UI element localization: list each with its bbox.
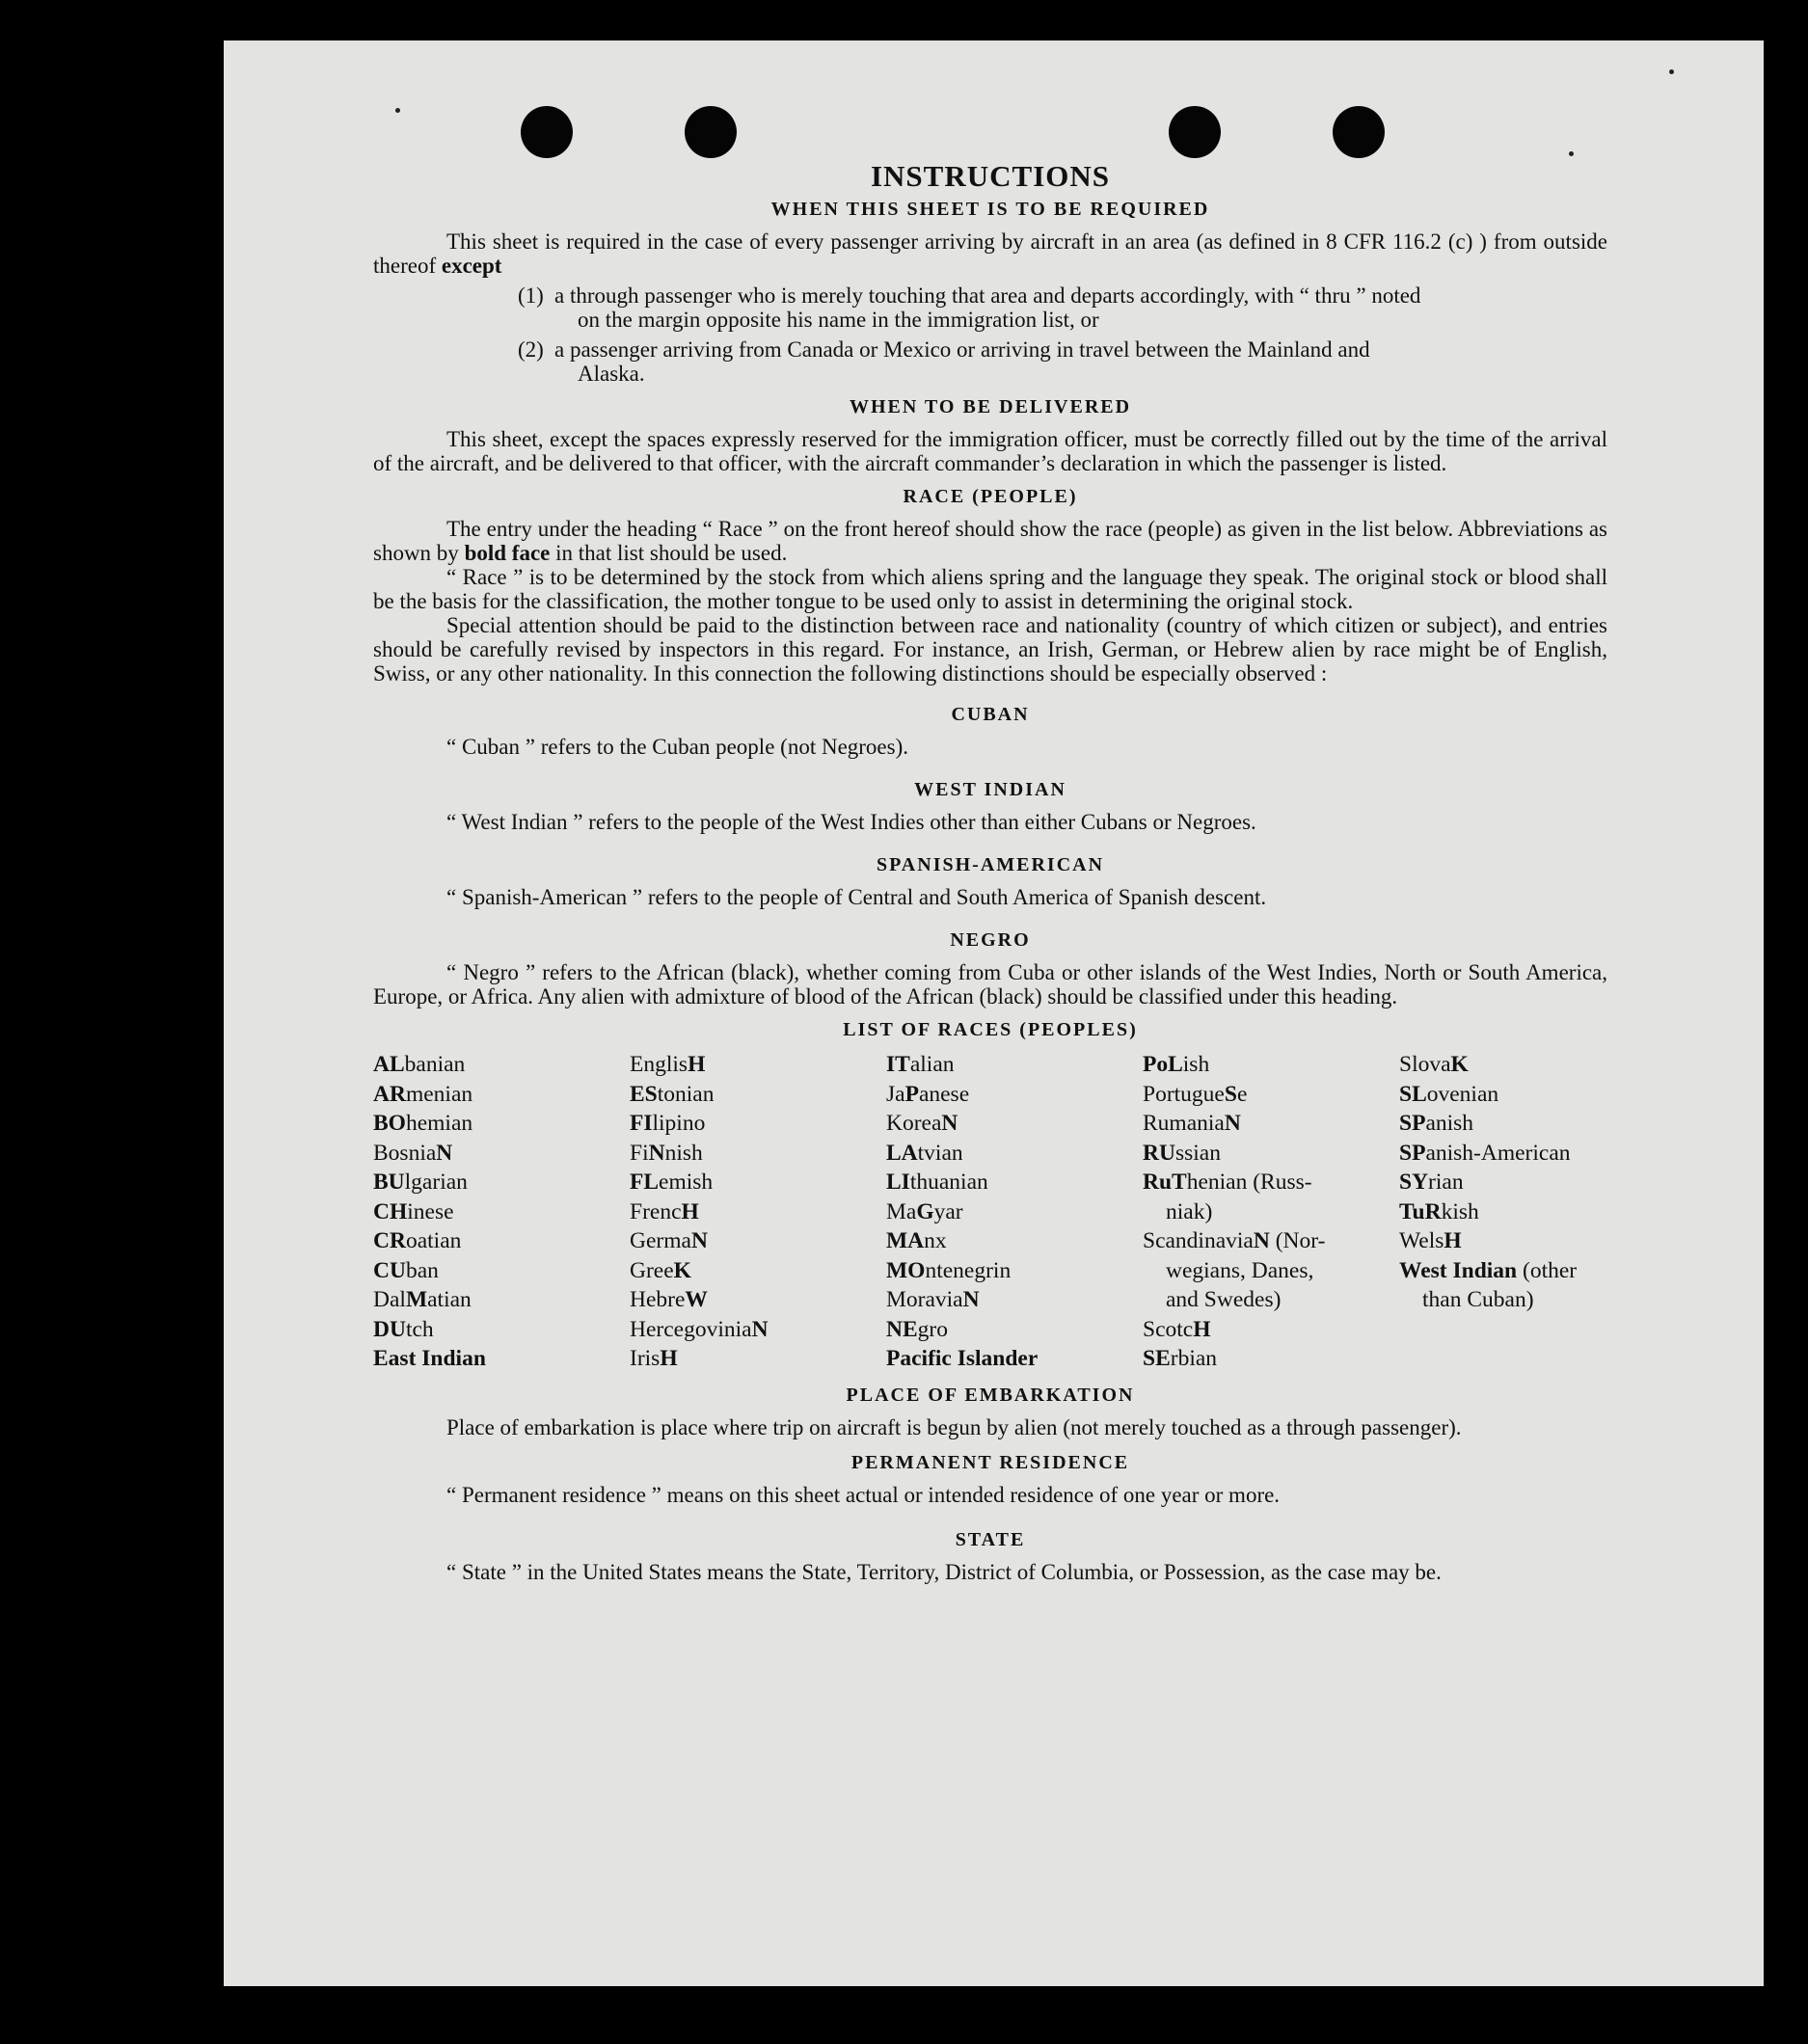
speck [1669, 69, 1674, 74]
paragraph: “ State ” in the United States means the State, Territory, District of Columbia, or Possession, as the case may be. [446, 1559, 1442, 1584]
race-entry: LAtvian [886, 1140, 963, 1166]
race-entry: wegians, Danes, [1166, 1257, 1314, 1283]
race-entry: ScotcH [1143, 1316, 1211, 1342]
item-number: (1) [518, 283, 544, 308]
race-entry: CUban [373, 1257, 439, 1283]
paragraph: “ West Indian ” refers to the people of the West Indies other than either Cubans or Negroes. [446, 810, 1256, 834]
race-entry: TuRkish [1399, 1198, 1479, 1224]
race-entry: East Indian [373, 1346, 486, 1371]
race-entry: RuThenian (Russ- [1143, 1170, 1312, 1195]
section-heading: NEGRO [950, 929, 1031, 951]
race-entry: SPanish-American [1399, 1140, 1571, 1166]
race-entry: BUlgarian [373, 1170, 468, 1195]
paragraph: “ Negro ” refers to the African (black), whether coming from Cuba or other islands of the West Indies, North or South America, Europe, or Africa. Any alien with admixture of blood of the African (black) should be classified under this heading. [373, 960, 1607, 1009]
races-column [373, 1050, 630, 1374]
race-entry: MaGyar [886, 1198, 963, 1224]
race-entry: LIthuanian [886, 1170, 988, 1195]
race-entry: MoraviaN [886, 1287, 980, 1312]
race-entry: RumaniaN [1143, 1111, 1241, 1136]
race-entry: HercegoviniaN [630, 1316, 769, 1342]
section-heading: LIST OF RACES (PEOPLES) [843, 1019, 1138, 1040]
race-entry: CHinese [373, 1198, 454, 1224]
item-line: Alaska. [578, 362, 645, 386]
paragraph-text: The entry under the heading “ Race ” on the front hereof should show the race (people) as given in the list below. Abbreviations as shown by [373, 517, 1607, 565]
race-entry: SYrian [1399, 1170, 1464, 1195]
race-entry: DUtch [373, 1316, 434, 1342]
race-entry: SlovaK [1399, 1052, 1469, 1077]
race-entry: FiNnish [630, 1140, 703, 1166]
paragraph: “ Spanish-American ” refers to the people of Central and South America of Spanish descent. [446, 885, 1267, 909]
item-number: (2) [518, 337, 544, 362]
item-line: a through passenger who is merely touching that area and departs accordingly, with “ thru ” noted [554, 283, 1421, 308]
race-entry: BosniaN [373, 1140, 453, 1166]
race-entry: ARmenian [373, 1081, 473, 1107]
race-entry: FIlipino [630, 1111, 706, 1136]
race-entry: ALbanian [373, 1052, 466, 1077]
punch-hole [521, 106, 573, 158]
section-heading: CUBAN [951, 704, 1030, 725]
race-entry: EnglisH [630, 1052, 706, 1077]
section-heading: WHEN TO BE DELIVERED [849, 396, 1132, 417]
item-line: a passenger arriving from Canada or Mexico or arriving in travel between the Mainland and [554, 337, 1370, 362]
race-entry: and Swedes) [1166, 1287, 1282, 1312]
speck [1569, 151, 1574, 156]
emphasis-text: bold face [464, 541, 551, 565]
punch-hole [1333, 106, 1385, 158]
race-entry: BOhemian [373, 1111, 473, 1136]
race-entry: MAnx [886, 1228, 947, 1253]
paragraph: “ Race ” is to be determined by the stock from which aliens spring and the language they speak. The original stock or blood shall be the basis for the classification, the mother tongue to be used only to assist in determining the original stock. [373, 565, 1607, 613]
section-heading: WHEN THIS SHEET IS TO BE REQUIRED [770, 199, 1210, 220]
race-entry: niak) [1166, 1198, 1213, 1224]
paragraph [373, 517, 1607, 565]
race-entry: CRoatian [373, 1228, 462, 1253]
race-entry: WelsH [1399, 1228, 1462, 1253]
race-entry: West Indian (other [1399, 1257, 1578, 1283]
race-entry: EStonian [630, 1081, 715, 1107]
section-heading: SPANISH-AMERICAN [876, 854, 1105, 875]
race-entry: HebreW [630, 1287, 708, 1312]
races-column [886, 1050, 1143, 1374]
race-entry: SLovenian [1399, 1081, 1499, 1107]
race-entry: RUssian [1143, 1140, 1221, 1166]
document-page [224, 40, 1764, 1986]
section-heading: WEST INDIAN [914, 779, 1066, 800]
page-title: INSTRUCTIONS [870, 159, 1110, 193]
race-entry: NEgro [886, 1316, 948, 1342]
section-heading: RACE (PEOPLE) [903, 486, 1078, 507]
punch-hole [1169, 106, 1221, 158]
race-entry: than Cuban) [1422, 1287, 1534, 1312]
list-item [518, 283, 1607, 332]
race-entry: JaPanese [886, 1081, 970, 1107]
race-entry: PoLish [1143, 1052, 1210, 1077]
section-heading: STATE [955, 1528, 1026, 1550]
race-entry: SPanish [1399, 1111, 1474, 1136]
race-entry: GreeK [630, 1257, 691, 1283]
paragraph: “ Cuban ” refers to the Cuban people (not Negroes). [446, 735, 909, 759]
section-heading: PLACE OF EMBARKATION [846, 1384, 1135, 1406]
paragraph [373, 229, 1607, 278]
paragraph-text: This sheet is required in the case of every passenger arriving by aircraft in an area (as defined in 8 CFR 116.2 (c) ) from outside thereof [373, 229, 1607, 278]
emphasis-text: except [441, 254, 502, 278]
race-entry: MOntenegrin [886, 1257, 1012, 1283]
instructions-content [373, 159, 1607, 1584]
race-entry: IrisH [630, 1346, 678, 1371]
paragraph: This sheet, except the spaces expressly reserved for the immigration officer, must be correctly filled out by the time of the arrival of the aircraft, and be delivered to that officer, with the aircraft commander’s declaration in which the passenger is listed. [373, 427, 1607, 475]
section-heading: PERMANENT RESIDENCE [850, 1451, 1130, 1473]
races-column [1143, 1050, 1399, 1374]
race-entry: FrencH [630, 1198, 699, 1224]
race-entry: ITalian [886, 1052, 955, 1077]
paragraph-text: in that list should be used. [555, 541, 788, 565]
item-text [554, 337, 1607, 386]
paragraph: “ Permanent residence ” means on this sheet actual or intended residence of one year or more. [446, 1482, 1281, 1507]
speck [395, 108, 400, 113]
list-item [518, 337, 1607, 386]
race-entry: Pacific Islander [886, 1346, 1039, 1371]
race-entry: ScandinaviaN (Nor- [1143, 1228, 1326, 1253]
races-column [1399, 1050, 1607, 1374]
item-text [554, 283, 1607, 332]
race-entry: PortugueSe [1143, 1081, 1248, 1107]
race-entry: DalMatian [373, 1287, 472, 1312]
race-entry: SErbian [1143, 1346, 1218, 1371]
punch-hole [685, 106, 737, 158]
paragraph: Special attention should be paid to the distinction between race and nationality (country of which citizen or subject), and entries should be carefully revised by inspectors in this regard. For instance, an Irish, German, or Hebrew alien by race might be of English, Swiss, or any other nationality. In this connection the following distinctions should be especially observed : [373, 613, 1607, 686]
race-entry: FLemish [630, 1170, 714, 1195]
race-entry: KoreaN [886, 1111, 958, 1136]
paragraph: Place of embarkation is place where trip on aircraft is begun by alien (not merely touched as a through passenger). [446, 1414, 1462, 1439]
race-entry: GermaN [630, 1228, 708, 1253]
races-column [630, 1050, 886, 1374]
item-line: on the margin opposite his name in the immigration list, or [578, 308, 1099, 332]
races-list [373, 1050, 1607, 1374]
